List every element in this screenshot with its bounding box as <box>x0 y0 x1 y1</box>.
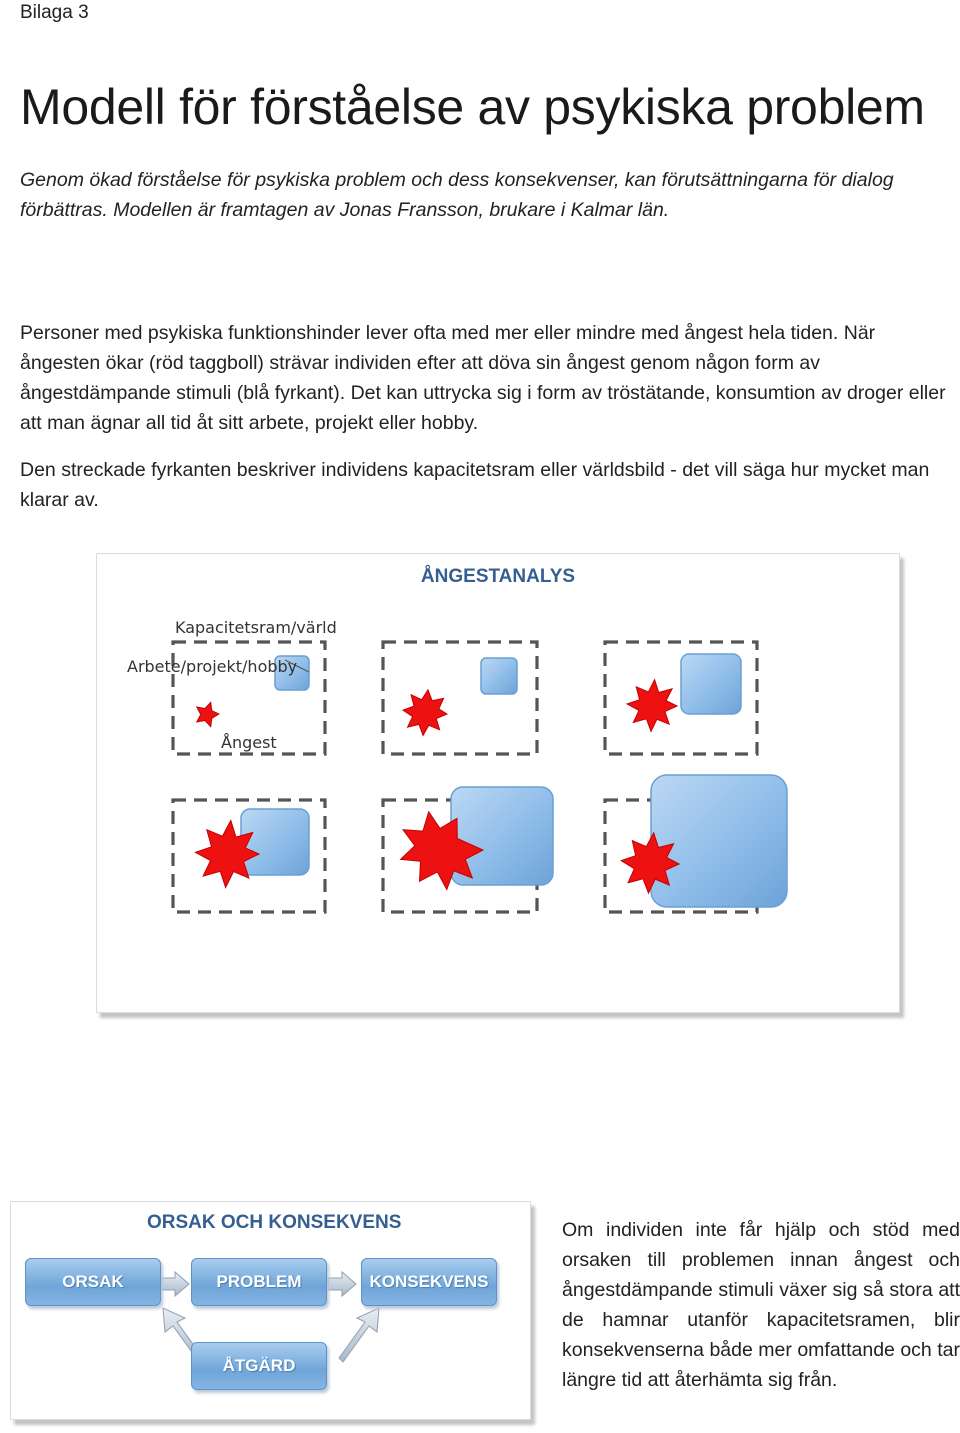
problem-box: PROBLEM <box>191 1258 327 1306</box>
anxiety-label: Ångest <box>221 733 277 752</box>
intro-paragraph: Genom ökad förståelse för psykiska problem och dess konsekvenser, kan förutsättningarna för dialog förbättras. Modellen är framtagen av Jonas Fransson, brukare i Kalmar län. <box>20 169 894 221</box>
cause-consequence-title: ORSAK OCH KONSEKVENS <box>147 1212 402 1233</box>
document-title: Modell för förståelse av psykiska problem <box>20 79 925 135</box>
body-paragraph-anxiety: Personer med psykiska funktionshinder lever ofta med mer eller mindre med ångest hela tiden. När ångesten ökar (röd taggboll) strävar individen efter att döva sin ångest genom någon form av ångestdämpande stimuli (blå fyrkant). Det kan uttrycka sig i form av tröstätande, konsumtion av droger eller att man ägnar all tid åt sitt arbete, projekt eller hobby. <box>20 322 946 434</box>
arrow-problem-to-consequence-icon <box>328 1272 356 1296</box>
anxiety-analysis-title: ÅNGESTANALYS <box>420 566 576 587</box>
cause-consequence-figure <box>10 1201 531 1420</box>
arrow-cause-to-problem-icon <box>161 1272 189 1296</box>
anxiety-star-3 <box>627 680 677 732</box>
stimuli-square-2 <box>481 658 517 694</box>
cause-box: ORSAK <box>25 1258 161 1306</box>
work-project-hobby-label: Arbete/projekt/hobby <box>127 657 298 676</box>
anxiety-analysis-figure <box>96 553 900 1013</box>
anxiety-star-2 <box>403 690 447 736</box>
stimuli-square-6 <box>651 775 787 907</box>
body-paragraph-capacity: Den streckade fyrkanten beskriver individens kapacitetsram eller världsbild - det vill säga hur mycket man klarar av. <box>20 459 930 511</box>
consequence-box: KONSEKVENS <box>361 1258 497 1306</box>
appendix-label: Bilaga 3 <box>20 2 89 23</box>
stimuli-square-3 <box>681 654 741 714</box>
stimuli-square-4 <box>241 809 309 875</box>
action-box: ÅTGÄRD <box>191 1342 327 1390</box>
anxiety-star-1 <box>197 702 219 726</box>
capacity-frame-label: Kapacitetsram/värld <box>175 618 337 637</box>
side-paragraph: Om individen inte får hjälp och stöd med orsaken till problemen innan ångest och ångestdämpande stimuli växer sig så stora att de hamnar utanför kapacitetsramen, blir konsekvenserna både mer omfattande och tar längre tid att återhämta sig från. <box>562 1219 960 1391</box>
arrow-action-to-problem-icon <box>339 1308 379 1362</box>
